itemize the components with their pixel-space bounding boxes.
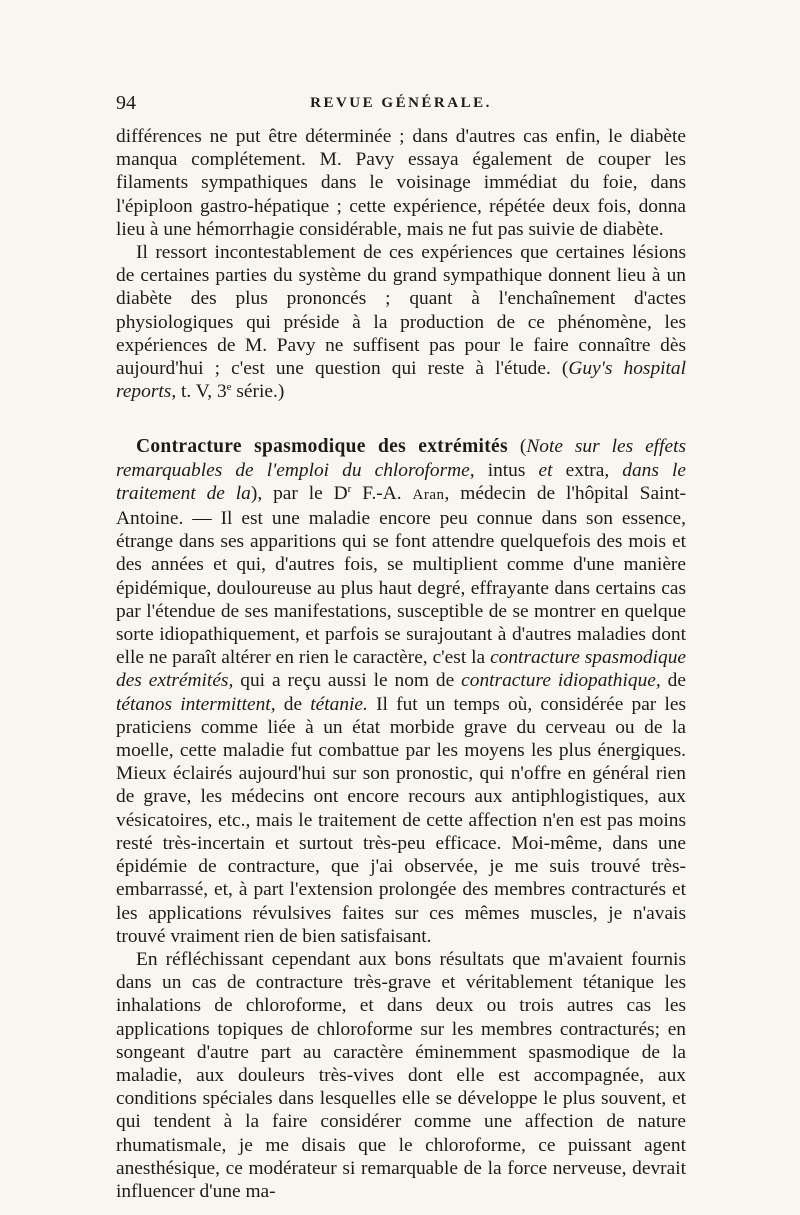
author-initials: F.-A.	[351, 482, 413, 504]
body-text	[116, 125, 686, 1203]
article-paragraph	[116, 435, 686, 947]
section-gap	[116, 403, 686, 435]
term-tetanie: tétanie.	[310, 693, 368, 715]
article-close: ), par le D	[250, 482, 348, 504]
paragraph-2-text: Il ressort incontestablement de ces expériences que certaines lésions de certaines parties du système du grand sympathique donnent lieu à un diabète des plus prononcés ; quant à l'enchaînement d'actes physiologiques qui préside à la production de ce phénomène, les expériences de M. Pavy ne suffisent pas pour le faire connaître dès aujourd'hui ; c'est une question qui reste à l'étude. (	[116, 242, 686, 380]
citation-title: Guy's hospital reports	[116, 358, 687, 403]
term-tetanos-intermittent: tétanos intermittent,	[116, 693, 276, 715]
article-body-2: qui a reçu aussi le nom de	[233, 670, 462, 692]
article-intus: intus	[474, 459, 539, 481]
article-body-4: de	[275, 693, 311, 715]
article-title: Contracture spasmodique des extrémités	[136, 436, 508, 458]
author-name: Aran	[412, 486, 445, 503]
article-intro-open: (	[507, 436, 527, 458]
series-superscript: e	[226, 381, 232, 394]
page-number: 94	[116, 92, 136, 114]
article-extra: extra,	[552, 459, 623, 481]
page-header	[116, 92, 686, 118]
citation-volume: , t. V, 3	[171, 381, 227, 403]
article-treatment: dans le traitement de la	[116, 459, 686, 504]
term-contracture-idiopathique: contracture idiopathique,	[461, 670, 661, 692]
article-body-5: Il fut un temps où, considérée par les praticiens comme liée à un état morbide grave du cerveau ou de la moelle, cette maladie fut combattue par les moyens les plus énergiques. Mieux éclairés aujourd'hui sur son pronostic, qui n'offre en général rien de grave, les médecins ont encore recours aux antiphlogistiques, aux vésicatoires, etc., mais le traitement de cette affection n'en est pas moins resté très-incertain et surtout très-peu efficace. Moi-même, dans une épidémie de contracture, que j'ai observée, je me suis trouvé très-embarrassé, et, à part l'extension prolongée des membres contracturés et les applications révulsives faites sur ces mêmes muscles, je n'avais trouvé vraiment rien de bien satisfaisant.	[116, 693, 686, 947]
running-title: REVUE GÉNÉRALE.	[310, 95, 492, 111]
term-contracture-spasmodique: contracture spasmodique des extrémités,	[116, 647, 686, 692]
author-affiliation: , médecin de l'hôpital Saint-Antoine. —	[116, 482, 686, 530]
paragraph-2	[116, 241, 686, 403]
paragraph-4: En réfléchissant cependant aux bons résultats que m'avaient fournis dans un cas de contracture très-grave et véritablement tétanique les inhalations de chloroforme, et dans deux ou trois autres cas les applications topiques de chloroforme sur les membres contracturés; en songeant d'autre part au caractère éminemment spasmodique de la maladie, aux douleurs très-vives dont elle est accompagnée, aux conditions spéciales dans lesquelles elle se développe le plus souvent, et qui tendent à la faire considérer comme une affection de nature rhumatismale, je me disais que le chloroforme, ce puissant agent anesthésique, ce modérateur si remarquable de la force nerveuse, devrait influencer d'une ma-	[116, 948, 686, 1202]
article-body-1: Il est une maladie encore peu connue dans son essence, étrange dans ses apparitions qui se font attendre quelquefois des mois et des années et qui, d'autres fois, se multiplient comme d'une manière épidémique, douloureuse au plus haut degré, effrayante dans certains cas par l'étendue de ses manifestations, susceptible de se montrer en quelque sorte idiopathiquement, et parfois se surajoutant à d'autres maladies dont elle ne paraît altérer en rien le caractère, c'est la	[116, 508, 686, 669]
paragraph-1: différences ne put être déterminée ; dans d'autres cas enfin, le diabète manqua complétement. M. Pavy essaya également de couper les filaments sympathiques dans le voisinage immédiat du foie, dans l'épiploon gastro-hépatique ; cette expérience, répétée deux fois, donna lieu à une hémorrhagie considérable, mais ne fut pas suivie de diabète.	[116, 126, 686, 240]
citation-end: série.)	[231, 381, 285, 403]
doctor-superscript: r	[347, 482, 352, 495]
article-body-3: de	[660, 670, 686, 692]
article-note-title: Note sur les effets remarquables de l'emploi du chloroforme,	[116, 436, 687, 481]
article-et: et	[538, 459, 553, 481]
